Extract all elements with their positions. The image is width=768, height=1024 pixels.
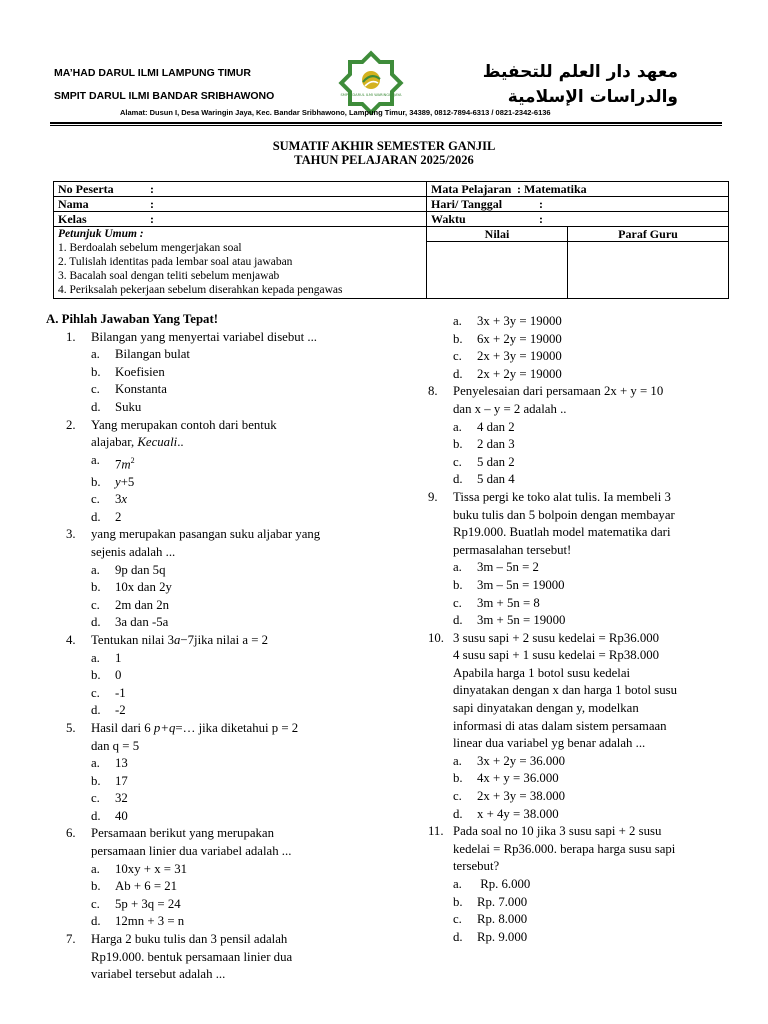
label-no-peserta: No Peserta: [58, 182, 114, 196]
option: a. Rp. 6.000: [453, 877, 531, 891]
right-column: [428, 313, 728, 946]
nilai-header: Nilai: [427, 227, 568, 242]
option: a. $7m^2$: [91, 452, 135, 472]
option: a. 4 dan 2: [453, 419, 515, 434]
option: a. Bilangan bulat: [91, 347, 190, 362]
option: b. 3m – 5n = 19000: [453, 577, 565, 592]
label-waktu: Waktu: [431, 212, 466, 226]
rule-3: 3. Bacalah soal dengan teliti sebelum menjawab: [58, 270, 280, 282]
label-mapel: Mata Pelajaran: [431, 182, 512, 196]
label-nama: Nama: [58, 197, 89, 211]
option: b. Rp. 7.000: [453, 894, 528, 909]
option: d. 12mn + 3 = n: [91, 914, 185, 929]
question-9: 9. Tissa pergi ke toko alat tulis. Ia membeli 3 buku tulis dan 5 bolpoin dengan membayar Rp19.000. Buatlah model matematika dari permasalahan tersebut!: [428, 489, 675, 557]
school-name-2: SMPIT DARUL ILMI BANDAR SRIBHAWONO: [54, 90, 275, 102]
mapel-value: : Matematika: [517, 182, 587, 196]
question-6: 6. Persamaan berikut yang merupakan persamaan linier dua variabel adalah ...: [66, 826, 292, 859]
option: a. 10xy + x = 31: [91, 861, 188, 876]
arabic-name-1: معهد دار العلم للتحفيظ: [482, 62, 678, 82]
school-name-1: MA’HAD DARUL ILMI LAMPUNG TIMUR: [54, 67, 251, 79]
question-8: 8. Penyelesaian dari persamaan 2x + y = 10 dan x – y = 2 adalah ..: [428, 384, 664, 416]
section-a-title: A. Pihlah Jawaban Yang Tepat!: [46, 312, 218, 326]
option: c. 32: [91, 791, 128, 806]
option: d. 3m + 5n = 19000: [453, 613, 566, 628]
option: d. 2: [91, 509, 122, 524]
school-address: Alamat: Dusun I, Desa Waringin Jaya, Kec. Bandar Sribhawono, Lampung Timur, 34389, 0812-7894-6313 / 0821-2342-6136: [120, 108, 551, 117]
option: c. Rp. 8.000: [453, 912, 528, 927]
option: d. 5 dan 4: [453, 472, 515, 487]
option: b. 6x + 2y = 19000: [453, 331, 562, 346]
paraf-header: Paraf Guru: [568, 227, 729, 242]
header-rule: [50, 122, 722, 124]
exam-year: TAHUN PELAJARAN 2025/2026: [294, 153, 474, 167]
option: a. 3x + 3y = 19000: [453, 314, 562, 328]
option: c. 2x + 3y = 38.000: [453, 789, 566, 804]
identity-table: No Peserta : Mata Pelajaran : Matematika Nama : Hari/ Tanggal : Kelas : Waktu : Petunjuk Umum : 1. Berdoalah sebelum mengerjakan soal 2. Tulislah identitas pada lembar soal atau jawaban 3. Bacalah soal dengan teliti sebelum menjawab 4. Periksalah pekerjaan sebelum diserahkan kepada pengawas Nilai Paraf Guru: [53, 181, 729, 299]
rule-4: 4. Periksalah pekerjaan sebelum diserahkan kepada pengawas: [58, 284, 343, 296]
nilai-box[interactable]: [427, 242, 568, 299]
header-rule-thin: [50, 125, 722, 126]
option: a. 9p dan 5q: [91, 562, 166, 577]
option: c. 3m + 5n = 8: [453, 595, 540, 610]
option: c. 2m dan 2n: [91, 597, 170, 612]
question-5: 5. Hasil dari 6 p+q=… jika diketahui p = 2 dan q = 5: [66, 720, 299, 753]
option: b. y+5: [91, 474, 135, 489]
option: d. Suku: [91, 399, 142, 414]
option: d. 40: [91, 808, 128, 823]
option: b. 0: [91, 668, 122, 683]
question-11: 11. Pada soal no 10 jika 3 susu sapi + 2 susu kedelai = Rp36.000. berapa harga susu sapi tersebut?: [428, 824, 676, 874]
option: c. 3x: [91, 492, 128, 507]
question-3: 3. yang merupakan pasangan suku aljabar yang sejenis adalah ...: [66, 527, 321, 559]
question-10: 10. 3 susu sapi + 2 susu kedelai = Rp36.000 4 susu sapi + 1 susu kedelai = Rp38.000 Apabila harga 1 botol susu kedelai dinyatakan dengan x dan harga 1 botol susu sapi dinyatakan dengan y, modelkan informasi di atas dalam sistem persamaan linear dua variabel yg benar adalah ...: [428, 630, 678, 751]
option: d. -2: [91, 703, 126, 718]
option: b. 2 dan 3: [453, 437, 515, 452]
option: d. 3a dan -5a: [91, 615, 169, 630]
rule-1: 1. Berdoalah sebelum mengerjakan soal: [58, 242, 242, 254]
option: d. x + 4y = 38.000: [453, 806, 559, 821]
option: c. 5p + 3q = 24: [91, 896, 181, 911]
rule-2: 2. Tulislah identitas pada lembar soal atau jawaban: [58, 256, 293, 268]
logo-caption: SMPIT DARUL ILMI WARINGIN JAYA: [340, 93, 402, 97]
question-7: 7. Harga 2 buku tulis dan 3 pensil adalah Rp19.000. bentuk persamaan linier dua variabel tersebut adalah ...: [66, 932, 293, 982]
paraf-box[interactable]: [568, 242, 729, 299]
option: d. 2x + 2y = 19000: [453, 366, 562, 381]
exam-title: SUMATIF AKHIR SEMESTER GANJIL: [272, 139, 496, 153]
option: c. 5 dan 2: [453, 454, 515, 469]
option: a. 1: [91, 650, 122, 665]
option: b. 17: [91, 773, 128, 788]
arabic-name-2: والدراسات الإسلامية: [507, 87, 678, 107]
left-column: [46, 311, 376, 984]
option: b. Koefisien: [91, 364, 165, 379]
option: b. 10x dan 2y: [91, 580, 172, 595]
option: c. Konstanta: [91, 382, 167, 397]
option: a. 3m – 5n = 2: [453, 560, 539, 575]
question-4: 4. Tentukan nilai 3a−7jika nilai a = 2: [66, 632, 269, 647]
option: b. 4x + y = 36.000: [453, 771, 559, 786]
question-1: 1. Bilangan yang menyertai variabel disebut ...: [66, 329, 318, 344]
label-kelas: Kelas: [58, 212, 87, 226]
option: c. -1: [91, 685, 126, 700]
option: a. 13: [91, 756, 128, 771]
question-2: 2. Yang merupakan contoh dari bentuk alajabar, Kecuali..: [66, 417, 277, 450]
option: a. 3x + 2y = 36.000: [453, 753, 566, 768]
label-hari: Hari/ Tanggal: [431, 197, 503, 211]
petunjuk-title: Petunjuk Umum :: [58, 228, 144, 240]
option: b. Ab + 6 = 21: [91, 879, 178, 894]
option: d. Rp. 9.000: [453, 929, 528, 944]
option: c. 2x + 3y = 19000: [453, 349, 562, 364]
